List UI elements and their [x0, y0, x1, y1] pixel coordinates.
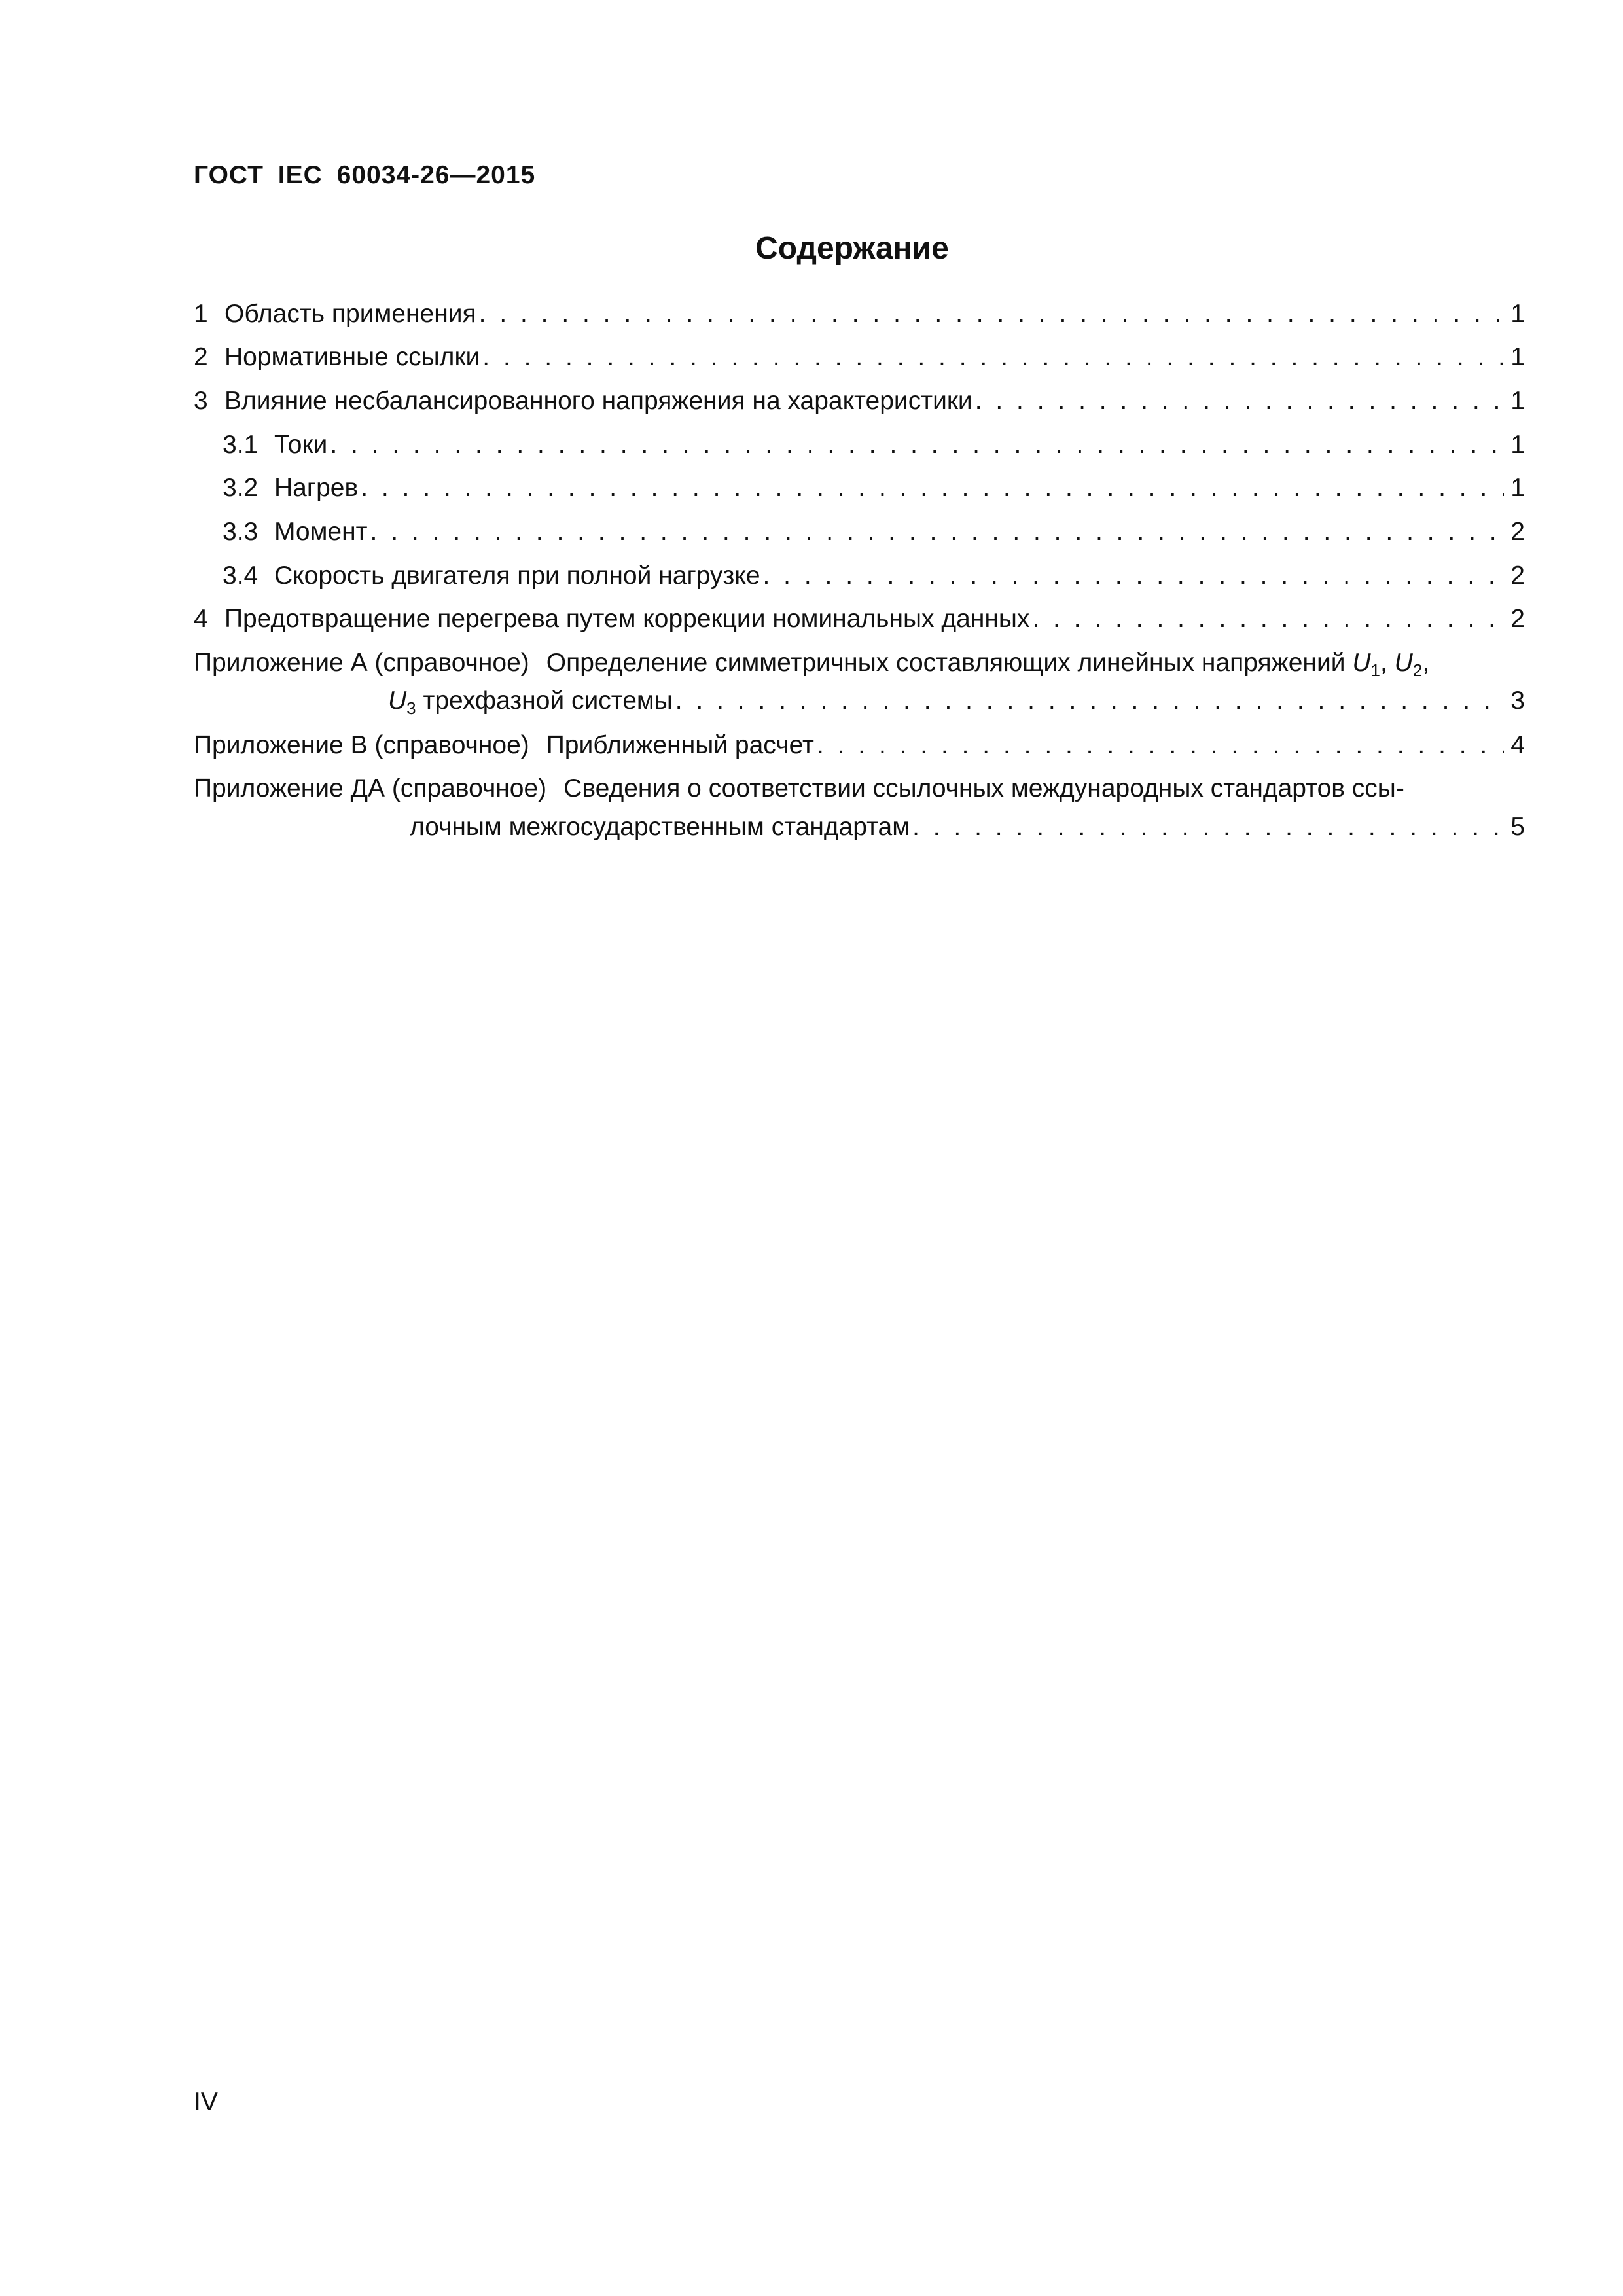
document-header-id: ГОСТ IEC 60034-26—2015	[194, 161, 536, 189]
toc-appendix-a[interactable]	[194, 645, 1525, 681]
appendix-title-cont	[388, 683, 673, 719]
toc-entry-number: 3.1	[223, 431, 259, 459]
appendix-title-line2: лочным межгосударственным стандартам	[410, 813, 910, 841]
toc-entry-3-1[interactable]	[223, 427, 1525, 463]
dot-leader	[361, 470, 1504, 507]
appendix-title-line2: трехфазной системы	[423, 687, 673, 715]
toc-entry-page: 5	[1510, 813, 1525, 841]
dot-leader	[912, 809, 1504, 846]
dot-leader	[1032, 601, 1504, 637]
toc-entry-title: Нагрев	[274, 474, 359, 502]
appendix-title-line1: Определение симметричных составляющих линейных напряжений	[546, 649, 1346, 677]
toc-entry-page: 4	[1510, 731, 1525, 759]
dot-leader	[975, 383, 1504, 420]
separator: ,	[1422, 649, 1430, 677]
toc-entry-page: 1	[1510, 431, 1525, 459]
appendix-title: Приближенный расчет	[546, 731, 814, 759]
toc-entry-number: 3.4	[223, 562, 259, 590]
toc-title: Содержание	[755, 231, 949, 266]
table-of-contents	[194, 0, 1525, 2296]
toc-appendix-da-cont[interactable]	[410, 809, 1525, 846]
toc-entry-page: 1	[1510, 474, 1525, 502]
toc-entry-page: 2	[1510, 605, 1525, 633]
toc-entry-number: 4	[194, 605, 208, 633]
toc-entry-3-2[interactable]	[223, 470, 1525, 507]
toc-entry-3-4[interactable]	[223, 558, 1525, 594]
toc-entry-title: Влияние несбалансированного напряжения на характеристики	[224, 387, 972, 415]
toc-entry-title: Область применения	[224, 300, 476, 328]
toc-entry-title: Нормативные ссылки	[224, 343, 480, 371]
toc-entry-3-3[interactable]	[223, 514, 1525, 550]
toc-appendix-da[interactable]	[194, 770, 1525, 807]
voltage-subscript: 1	[1370, 660, 1380, 680]
toc-appendix-b[interactable]	[194, 727, 1525, 764]
dot-leader	[675, 683, 1504, 719]
toc-entry-number: 3.3	[223, 518, 259, 546]
dot-leader	[763, 558, 1504, 594]
dot-leader	[370, 514, 1504, 550]
toc-entry-number: 1	[194, 300, 208, 328]
dot-leader	[479, 296, 1504, 332]
toc-entry-number: 3	[194, 387, 208, 415]
toc-entry-title: Момент	[274, 518, 368, 546]
dot-leader	[482, 339, 1504, 376]
appendix-title	[546, 645, 1429, 681]
toc-entry-number: 2	[194, 343, 208, 371]
toc-appendix-a-cont[interactable]	[388, 683, 1525, 719]
dot-leader	[817, 727, 1504, 764]
toc-entry-4[interactable]	[194, 601, 1525, 637]
voltage-subscript: 3	[406, 698, 416, 718]
appendix-title-line1: Сведения о соответствии ссылочных международных стандартов ссы-	[563, 774, 1404, 802]
toc-entry-page: 2	[1510, 562, 1525, 590]
toc-entry-3[interactable]	[194, 383, 1525, 420]
toc-entry-1[interactable]	[194, 296, 1525, 332]
appendix-label: Приложение А (справочное)	[194, 649, 529, 677]
toc-entry-page: 2	[1510, 518, 1525, 546]
voltage-variable: U	[1394, 649, 1413, 677]
separator: ,	[1380, 649, 1395, 677]
toc-entry-number: 3.2	[223, 474, 259, 502]
toc-entry-title: Токи	[274, 431, 328, 459]
toc-entry-page: 1	[1510, 387, 1525, 415]
voltage-variable: U	[1352, 649, 1371, 677]
appendix-label: Приложение ДА (справочное)	[194, 774, 547, 802]
dot-leader	[330, 427, 1504, 463]
toc-entry-title: Предотвращение перегрева путем коррекции номинальных данных	[224, 605, 1030, 633]
toc-entry-page: 3	[1510, 687, 1525, 715]
page-number: IV	[194, 2088, 218, 2116]
toc-entry-title: Скорость двигателя при полной нагрузке	[274, 562, 760, 590]
voltage-subscript: 2	[1412, 660, 1423, 680]
toc-entry-2[interactable]	[194, 339, 1525, 376]
voltage-variable: U	[388, 687, 407, 715]
toc-entry-page: 1	[1510, 343, 1525, 371]
toc-entry-page: 1	[1510, 300, 1525, 328]
appendix-label: Приложение В (справочное)	[194, 731, 529, 759]
